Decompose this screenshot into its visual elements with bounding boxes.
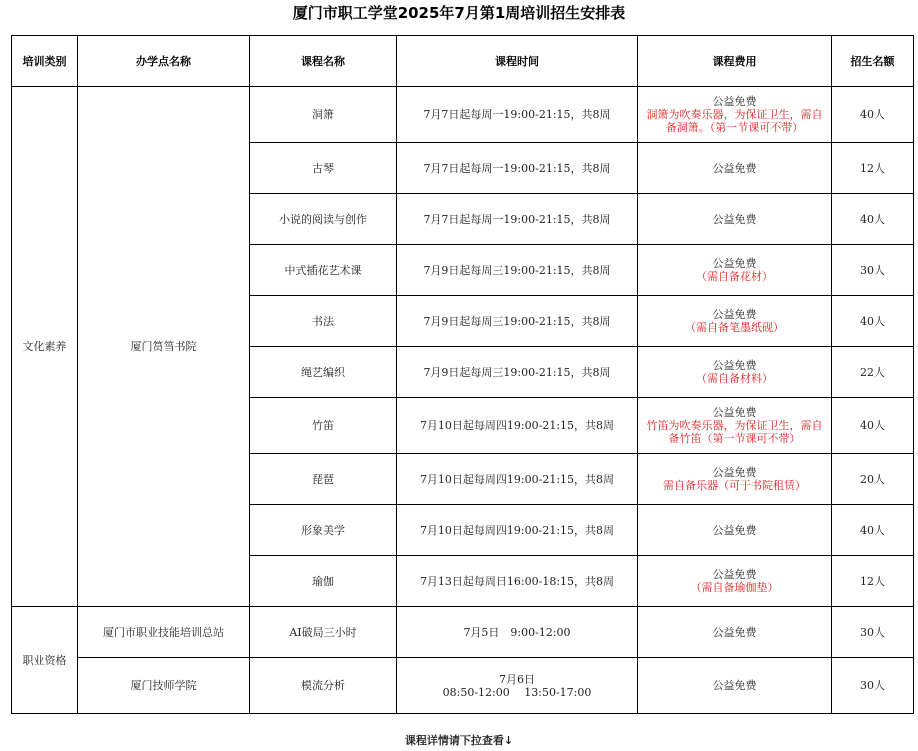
time-cell	[397, 658, 638, 714]
fee-text: 公益免费	[712, 466, 757, 479]
fee-text: 公益免费	[712, 679, 757, 692]
time-cell: 7月13日起每周日16:00-18:15，共8周	[397, 556, 638, 607]
table-row	[12, 87, 914, 143]
course-cell: 竹笛	[250, 398, 397, 454]
header-fee: 课程费用	[638, 36, 832, 87]
location-cell: 厦门市职业技能培训总站	[78, 607, 250, 658]
fee-cell	[638, 607, 832, 658]
quota-cell: 30人	[832, 607, 914, 658]
fee-cell	[638, 245, 832, 296]
course-cell: 模流分析	[250, 658, 397, 714]
course-cell: 瑜伽	[250, 556, 397, 607]
quota-cell: 40人	[832, 296, 914, 347]
course-cell: 古琴	[250, 143, 397, 194]
scroll-hint-text: 课程详情请下拉查看	[404, 734, 504, 747]
arrow-down-icon: ↓	[503, 734, 514, 747]
fee-note: 需自备乐器（可于书院租赁）	[663, 479, 806, 492]
fee-text: 公益免费	[712, 257, 757, 270]
quota-cell: 20人	[832, 454, 914, 505]
fee-note: （需自备材料）	[696, 372, 773, 385]
time-cell: 7月7日起每周一19:00-21:15，共8周	[397, 87, 638, 143]
time-cell: 7月10日起每周四19:00-21:15，共8周	[397, 505, 638, 556]
fee-text: 公益免费	[712, 308, 757, 321]
fee-cell	[638, 658, 832, 714]
header-location: 办学点名称	[78, 36, 250, 87]
category-cell: 文化素养	[12, 87, 78, 607]
fee-text: 公益免费	[712, 212, 757, 226]
course-cell: 书法	[250, 296, 397, 347]
header-quota: 招生名额	[832, 36, 914, 87]
fee-cell	[638, 143, 832, 194]
table-row	[12, 607, 914, 658]
fee-note: 竹笛为吹奏乐器，为保证卫生，需自备竹笛（第一节课可不带）	[646, 419, 823, 445]
time-cell: 7月9日起每周三19:00-21:15，共8周	[397, 296, 638, 347]
fee-cell	[638, 87, 832, 143]
location-cell: 厦门技师学院	[78, 658, 250, 714]
table-header-row	[12, 36, 914, 87]
time-line-date: 7月6日	[499, 672, 535, 686]
fee-note: （需自备笔墨纸砚）	[685, 321, 784, 334]
quota-cell: 40人	[832, 194, 914, 245]
fee-text: 公益免费	[712, 625, 757, 639]
fee-text: 公益免费	[712, 359, 757, 372]
fee-text: 公益免费	[712, 95, 757, 108]
fee-text: 公益免费	[712, 568, 757, 581]
time-cell: 7月5日 9:00-12:00	[397, 607, 638, 658]
location-cell: 厦门筼筜书院	[78, 87, 250, 607]
time-cell: 7月10日起每周四19:00-21:15，共8周	[397, 398, 638, 454]
quota-cell: 30人	[832, 245, 914, 296]
table-row	[12, 658, 914, 714]
schedule-table	[11, 35, 914, 714]
time-cell: 7月9日起每周三19:00-21:15，共8周	[397, 245, 638, 296]
time-cell: 7月9日起每周三19:00-21:15，共8周	[397, 347, 638, 398]
category-cell: 职业资格	[12, 607, 78, 714]
fee-text: 公益免费	[712, 161, 757, 175]
fee-text: 公益免费	[712, 406, 757, 419]
quota-cell: 22人	[832, 347, 914, 398]
fee-cell	[638, 194, 832, 245]
course-cell: 洞箫	[250, 87, 397, 143]
quota-cell: 30人	[832, 658, 914, 714]
quota-cell: 40人	[832, 398, 914, 454]
fee-note: 洞箫为吹奏乐器，为保证卫生，需自备洞箫。（第一节课可不带）	[646, 108, 823, 134]
quota-cell: 40人	[832, 87, 914, 143]
quota-cell: 12人	[832, 143, 914, 194]
course-cell: 形象美学	[250, 505, 397, 556]
header-course: 课程名称	[250, 36, 397, 87]
time-line-hours: 08:50-12:00 13:50-17:00	[442, 685, 592, 699]
header-time: 课程时间	[397, 36, 638, 87]
page-title: 厦门市职工学堂2025年7月第1周培训招生安排表	[292, 4, 626, 22]
time-cell: 7月7日起每周一19:00-21:15，共8周	[397, 194, 638, 245]
fee-cell	[638, 505, 832, 556]
quota-cell: 12人	[832, 556, 914, 607]
time-cell: 7月10日起每周四19:00-21:15，共8周	[397, 454, 638, 505]
scroll-hint	[0, 732, 918, 748]
fee-cell	[638, 347, 832, 398]
fee-text: 公益免费	[712, 523, 757, 537]
fee-cell	[638, 454, 832, 505]
fee-cell	[638, 296, 832, 347]
fee-note: （需自备瑜伽垫）	[690, 581, 779, 594]
quota-cell: 40人	[832, 505, 914, 556]
course-cell: 琵琶	[250, 454, 397, 505]
time-cell: 7月7日起每周一19:00-21:15，共8周	[397, 143, 638, 194]
fee-note: （需自备花材）	[696, 270, 773, 283]
course-cell: 中式插花艺术课	[250, 245, 397, 296]
fee-cell	[638, 556, 832, 607]
course-cell: AI破局三小时	[250, 607, 397, 658]
header-category: 培训类别	[12, 36, 78, 87]
fee-cell	[638, 398, 832, 454]
course-cell: 绳艺编织	[250, 347, 397, 398]
course-cell: 小说的阅读与创作	[250, 194, 397, 245]
